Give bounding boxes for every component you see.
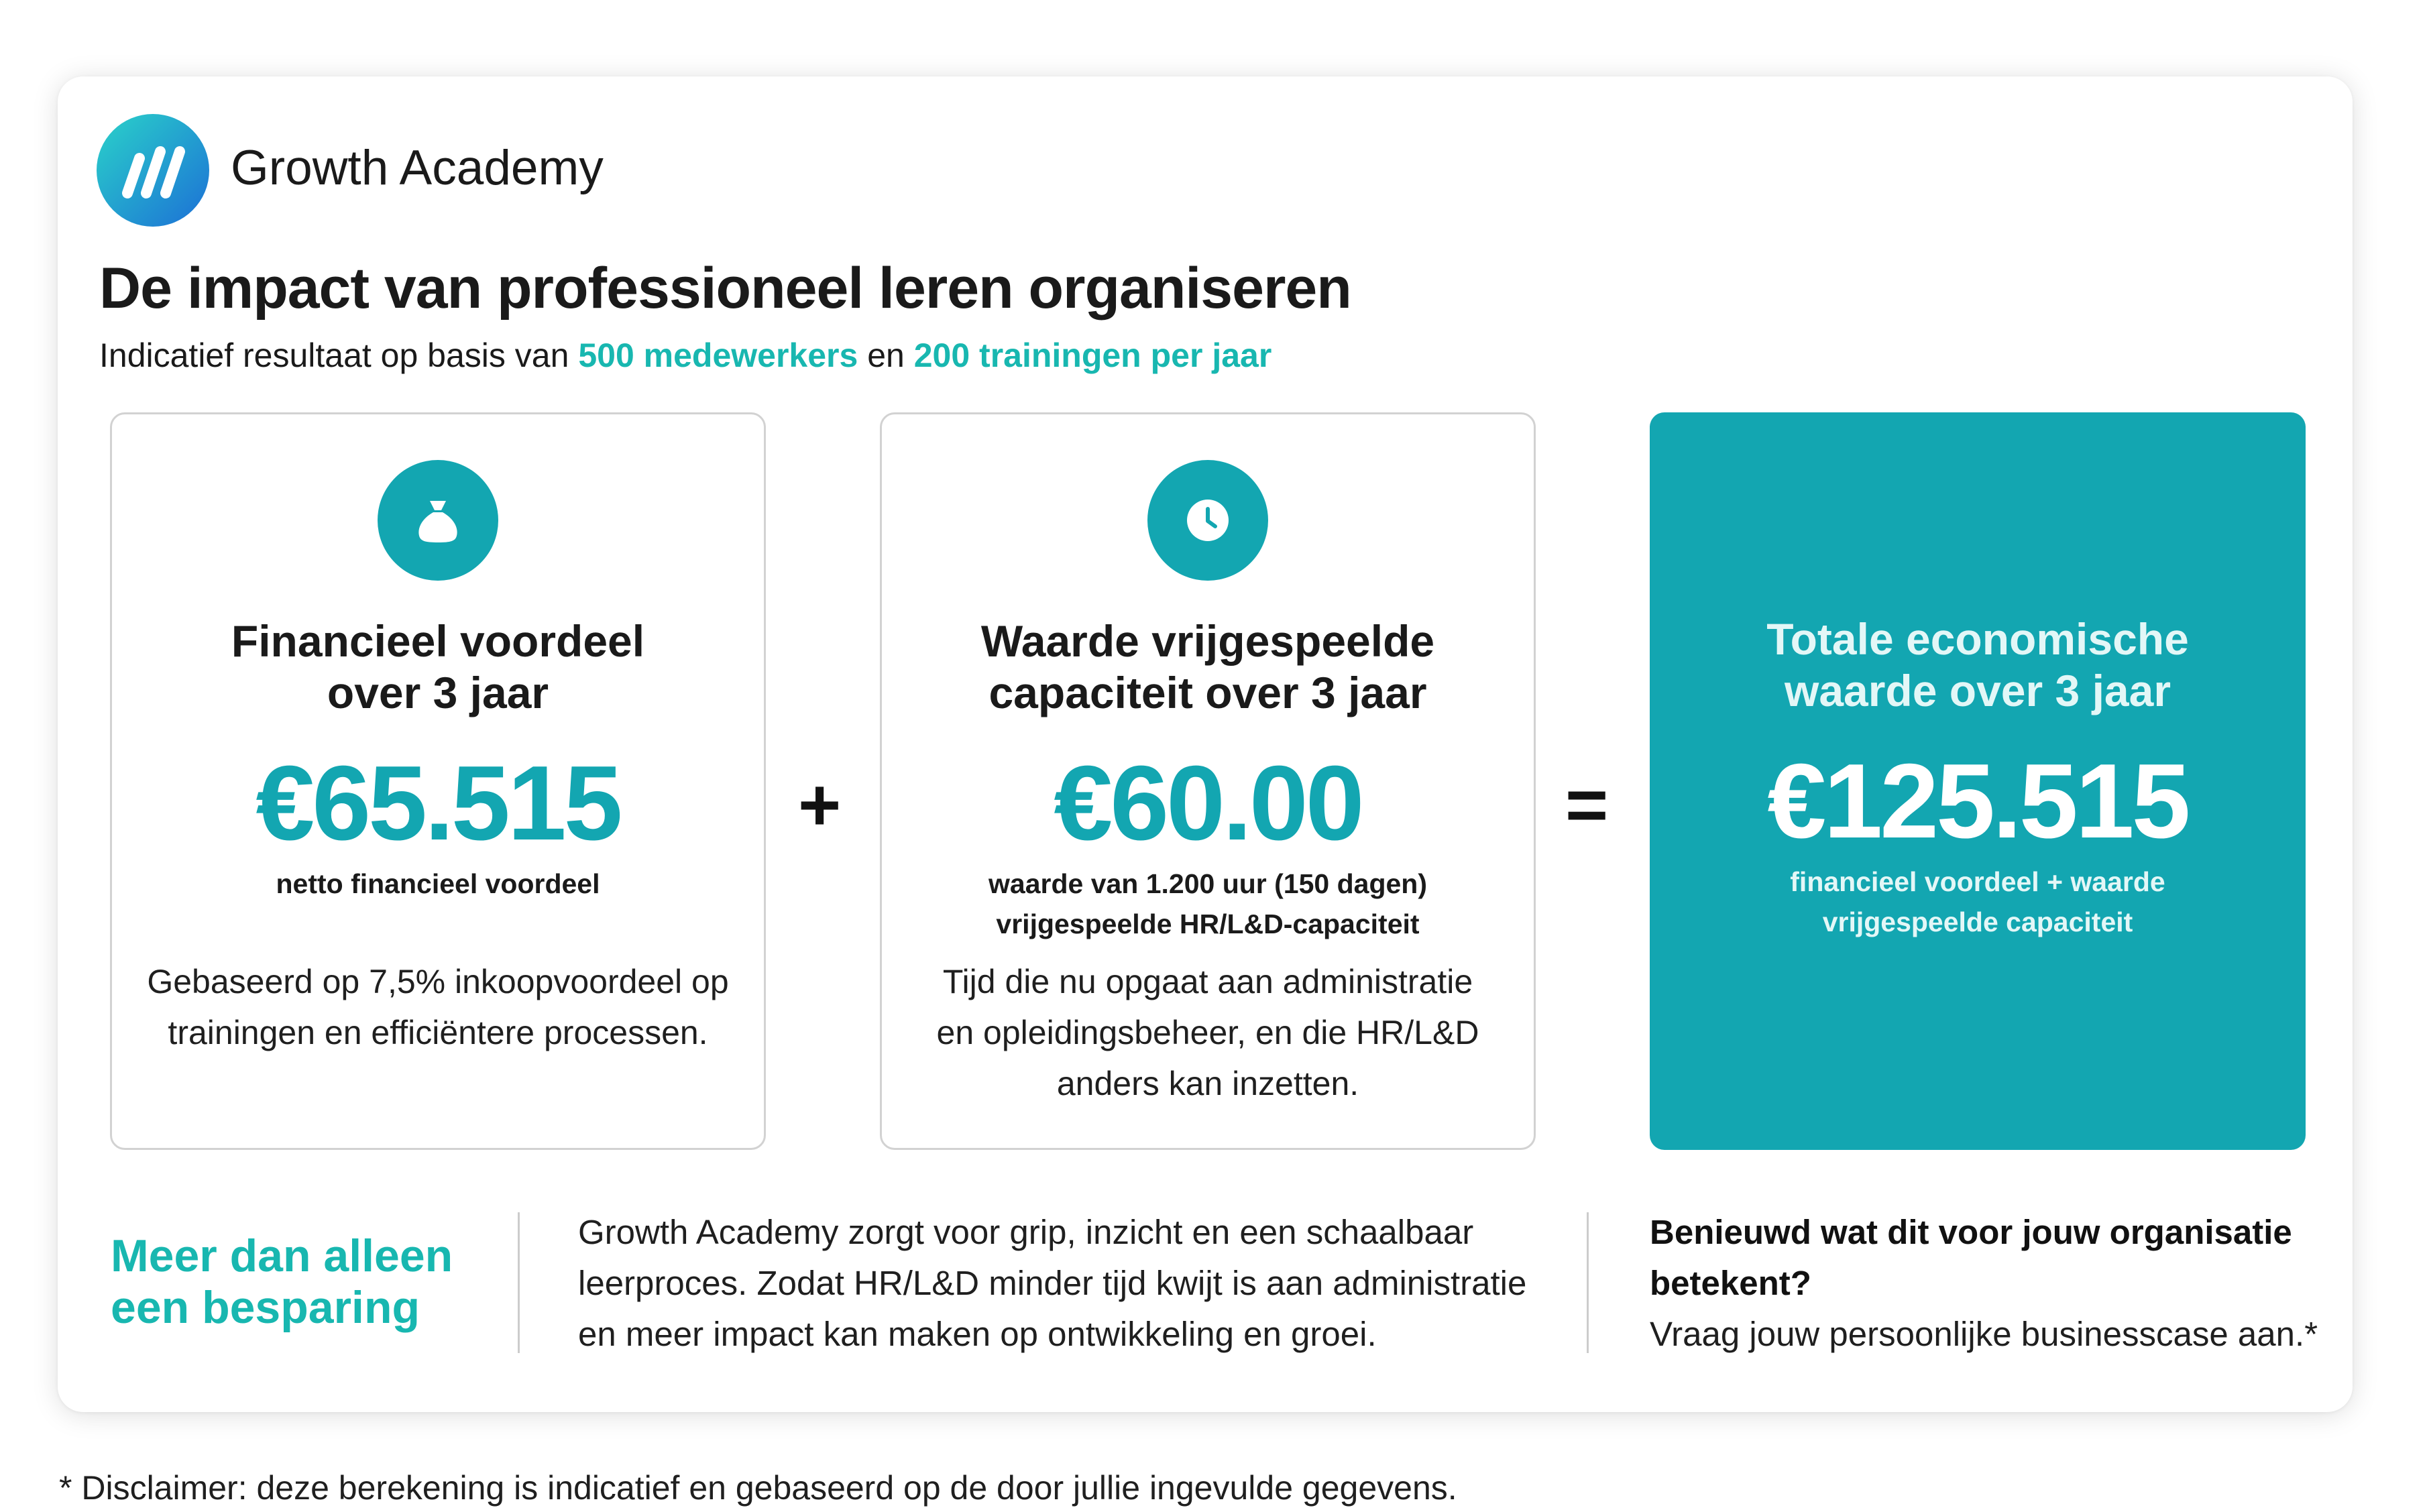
description-text: Growth Academy zorgt voor grip, inzicht en een schaalbaar leerproces. Zodat HR/L&D minder tijd kwijt is aan administratie en meer impact kan maken op ontwikkeling en groei. [578,1213,1527,1353]
page-title: De impact van professioneel leren organiseren [99,256,1351,321]
subtitle-prefix: Indicatief resultaat op basis van [99,337,569,374]
card-description: Gebaseerd op 7,5% inkoopvoordeel op trainingen en efficiëntere processen. [147,963,729,1051]
page-subtitle [99,332,1272,379]
capacity-value-card [880,412,1536,1150]
card-title: Waarde vrijgespeelde capaciteit over 3 jaar [980,616,1435,717]
call-to-action [1650,1207,2347,1360]
cta-question: Benieuwd wat dit voor jouw organisatie betekent? [1650,1213,2292,1302]
total-value-card [1650,412,2306,1150]
promo-heading: Meer dan alleen een besparing [111,1230,453,1333]
financial-benefit-card [110,412,766,1150]
brand-name: Growth Academy [231,141,604,195]
card-caption: netto financieel voordeel [276,868,600,899]
plus-operator: + [798,764,842,846]
subtitle-trainings: 200 trainingen per jaar [913,337,1272,374]
divider [1587,1212,1589,1353]
divider [518,1212,520,1353]
money-bag-icon [378,460,498,581]
cta-request-text: Vraag jouw persoonlijke businesscase aan.* [1650,1315,2318,1353]
card-title: Totale economische waarde over 3 jaar [1766,614,2189,715]
disclaimer: * Disclaimer: deze berekening is indicatief en gebaseerd op de door jullie ingevulde gegevens. [59,1469,1457,1507]
card-caption: waarde van 1.200 uur (150 dagen) vrijgespeelde HR/L&D-capaciteit [988,868,1427,939]
card-description: Tijd die nu opgaat aan administratie en opleidingsbeheer, en die HR/L&D anders kan inzetten. [936,963,1479,1102]
card-value: €65.515 [256,744,620,862]
subtitle-employees: 500 medewerkers [578,337,858,374]
card-caption: financieel voordeel + waarde vrijgespeelde capaciteit [1790,866,2165,937]
card-title: Financieel voordeel over 3 jaar [231,616,645,717]
subtitle-connector: en [867,337,905,374]
equals-operator: = [1565,764,1609,846]
clock-icon [1147,460,1268,581]
card-value: €60.00 [1054,744,1362,862]
growth-academy-logo-icon [97,114,209,227]
card-value: €125.515 [1767,742,2188,860]
